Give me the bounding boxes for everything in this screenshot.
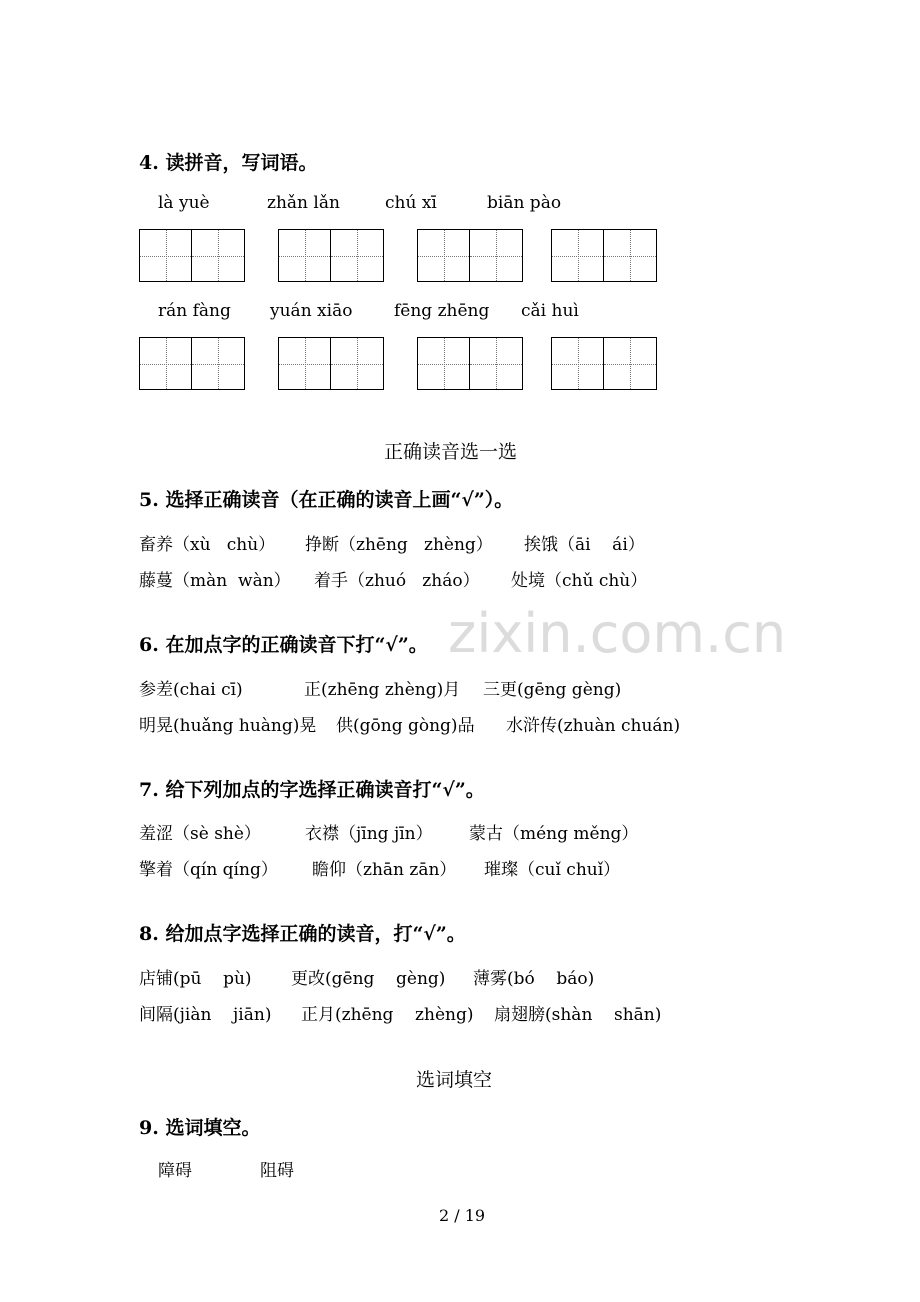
q6-item: 参差(chai cī) [139,680,243,700]
q7-item: 衣襟（jīng jīn） [305,824,433,844]
q6-item: 水浒传(zhuàn chuán) [506,716,681,736]
word-option: 阻碍 [260,1161,294,1181]
writing-box-1[interactable] [139,229,245,282]
q8-item: 扇翅膀(shàn shān) [494,1005,662,1025]
writing-box-3[interactable] [417,229,523,282]
q6-item: 供(gōng gòng)品 [336,716,475,736]
q7-title: 7. 给下列加点的字选择正确读音打“√”。 [139,779,485,801]
q8-item: 更改(gēng gèng) [291,969,446,989]
q9-title: 9. 选词填空。 [139,1117,261,1139]
q5-item: 处境（chǔ chù） [511,571,648,591]
q6-item: 明晃(huǎng huàng)晃 [139,716,317,736]
writing-box-8[interactable] [551,337,657,390]
q7-item: 瞻仰（zhān zān） [312,860,457,880]
word-option: 障碍 [158,1161,192,1181]
pinyin-5: rán fàng [158,301,231,321]
q7-item: 蒙古（méng měng） [469,824,639,844]
q8-item: 间隔(jiàn jiān) [139,1005,272,1025]
writing-box-6[interactable] [278,337,384,390]
q6-title: 6. 在加点字的正确读音下打“√”。 [139,634,428,656]
q8-item: 店铺(pū pù) [139,969,252,989]
q6-item: 三更(gēng gèng) [483,680,622,700]
q8-item: 薄雾(bó báo) [473,969,595,989]
pinyin-6: yuán xiāo [270,301,353,321]
section-heading-pronunciation: 正确读音选一选 [384,441,518,463]
q5-item: 着手（zhuó zháo） [314,571,480,591]
q5-item: 藤蔓（màn wàn） [139,571,291,591]
page-number: 2 / 19 [439,1206,486,1225]
pinyin-2: zhǎn lǎn [267,193,340,213]
writing-box-5[interactable] [139,337,245,390]
pinyin-1: là yuè [158,193,210,213]
pinyin-7: fēng zhēng [394,301,490,321]
q6-item: 正(zhēng zhèng)月 [304,680,461,700]
pinyin-8: cǎi huì [521,301,579,321]
q5-item: 挨饿（āi ái） [524,535,645,555]
watermark: zixin.com.cn [448,602,787,665]
q4-title: 4. 读拼音，写词语。 [139,152,318,174]
q5-title: 5. 选择正确读音（在正确的读音上画“√”）。 [139,489,514,511]
q5-item: 挣断（zhēng zhèng） [305,535,493,555]
q8-item: 正月(zhēng zhèng) [301,1005,474,1025]
writing-box-4[interactable] [551,229,657,282]
q5-item: 畜养（xù chù） [139,535,276,555]
writing-box-2[interactable] [278,229,384,282]
writing-box-7[interactable] [417,337,523,390]
pinyin-4: biān pào [487,193,562,213]
q7-item: 羞涩（sè shè） [139,824,261,844]
section-heading-fill-in: 选词填空 [416,1069,493,1091]
q8-title: 8. 给加点字选择正确的读音，打“√”。 [139,923,466,945]
q7-item: 璀璨（cuǐ chuǐ） [484,860,621,880]
q7-item: 擎着（qín qíng） [139,860,278,880]
pinyin-3: chú xī [385,193,437,213]
